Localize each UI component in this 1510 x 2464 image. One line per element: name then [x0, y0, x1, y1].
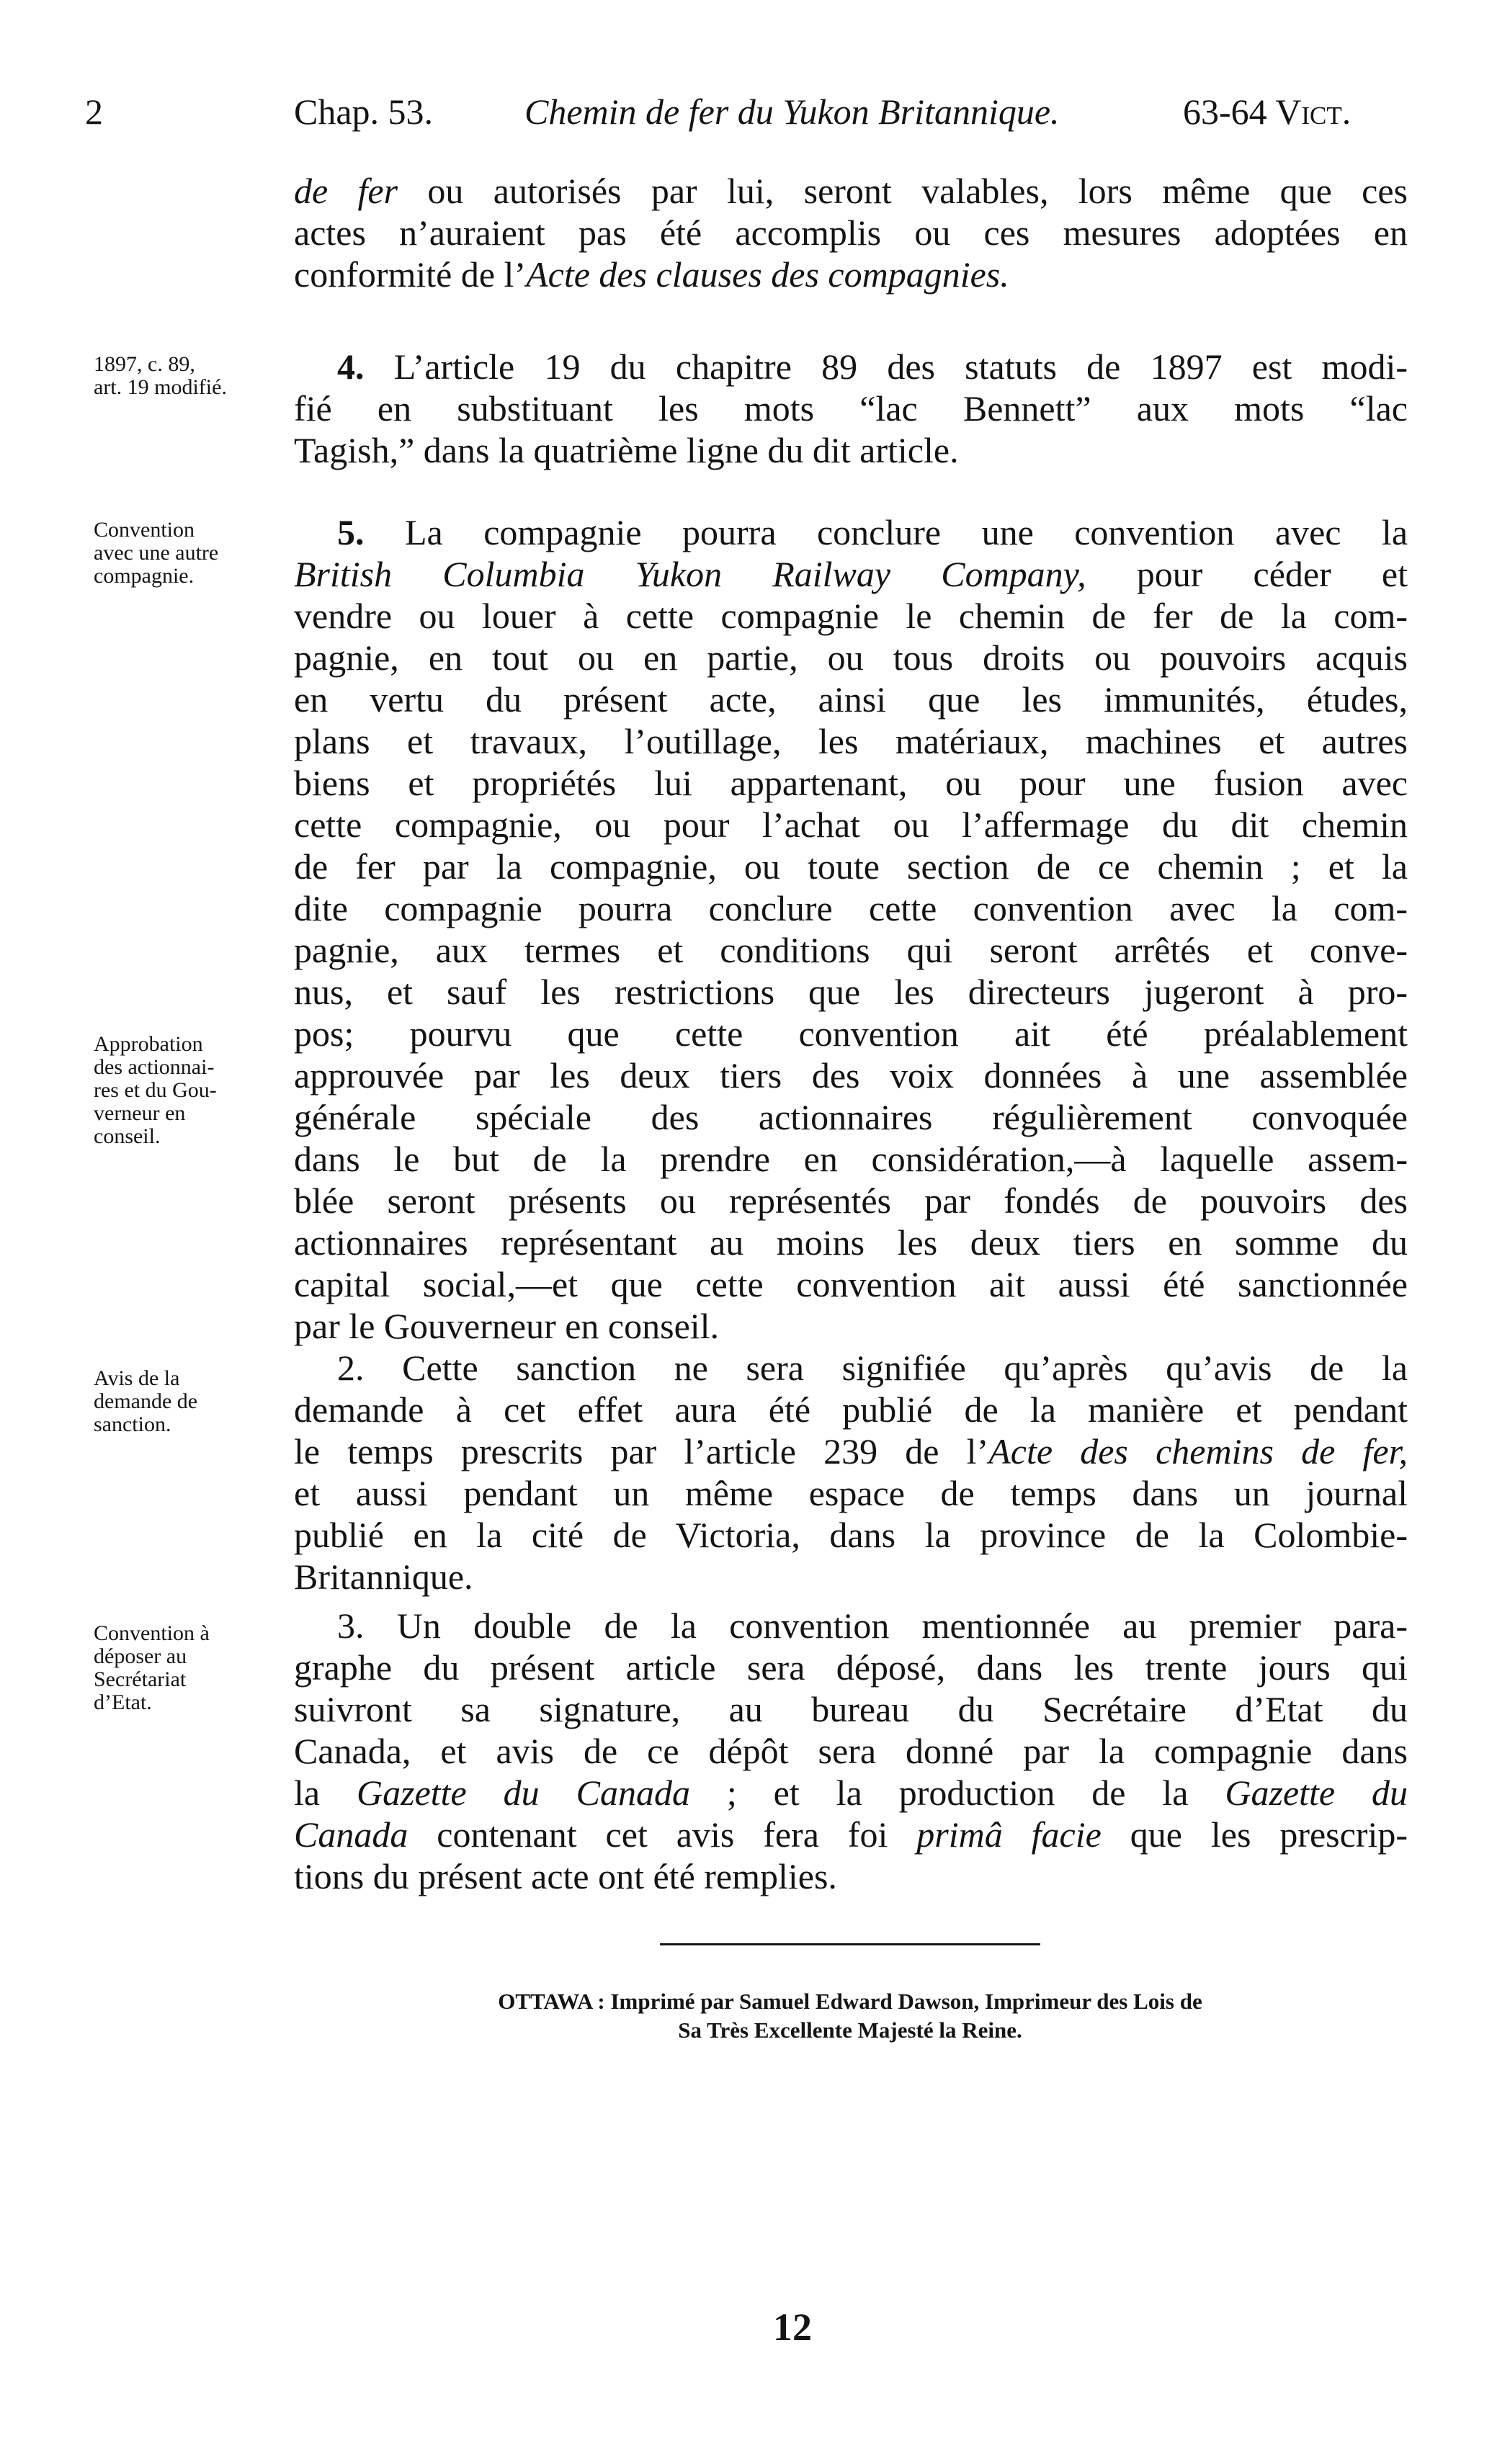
text-line: actionnaires représentant au moins les deux tiers en somme du	[294, 1222, 1408, 1263]
imprint-line-1: OTTAWA : Imprimé par Samuel Edward Dawson, Imprimeur des Lois de	[498, 1989, 1202, 2014]
text-line: Canada, et avis de ce dépôt sera donné par la compagnie dans	[294, 1731, 1408, 1771]
text-line: Britannique.	[294, 1556, 473, 1597]
section-number: 4.	[337, 346, 365, 387]
header-year: 63-64 Vict.	[1183, 91, 1352, 132]
section-4	[294, 346, 1408, 471]
text-line: pagnie, en tout ou en partie, ou tous droits ou pouvoirs acquis	[294, 637, 1408, 678]
text-line: 3. Un double de la convention mentionnée au premier para-	[337, 1605, 1408, 1646]
header-page-number: 2	[85, 91, 103, 132]
text-line: dite compagnie pourra conclure cette convention avec la com-	[294, 888, 1408, 928]
text-line: de fer par la compagnie, ou toute section de ce chemin ; et la	[294, 846, 1408, 887]
text-line: capital social,—et que cette convention ait aussi été sanctionnée	[294, 1264, 1408, 1304]
text-line: et aussi pendant un même espace de temps dans un journal	[294, 1473, 1408, 1513]
text-line: biens et propriétés lui appartenant, ou pour une fusion avec	[294, 763, 1408, 803]
text-line: cette compagnie, ou pour l’achat ou l’affermage du dit chemin	[294, 805, 1408, 845]
text-line: 2. Cette sanction ne sera signifiée qu’après qu’avis de la	[337, 1348, 1408, 1388]
text-line: tions du présent acte ont été remplies.	[294, 1856, 837, 1896]
text-line: approuvée par les deux tiers des voix données à une assemblée	[294, 1055, 1408, 1096]
text-line: par le Gouverneur en conseil.	[294, 1306, 720, 1346]
margin-note-depot: Convention à déposer au Secrétariat d’Etat.	[94, 1621, 210, 1714]
text-line: actes n’auraient pas été accomplis ou ces mesures adoptées en	[294, 212, 1408, 253]
text-line: dans le but de la prendre en considération,—à laquelle assem-	[294, 1139, 1408, 1179]
text-line: 5. La compagnie pourra conclure une convention avec la	[337, 512, 1408, 552]
text-line: conformité de l’Acte des clauses des compagnies.	[294, 254, 1009, 295]
margin-note-section-4: 1897, c. 89, art. 19 modifié.	[94, 352, 227, 399]
margin-note-avis: Avis de la demande de sanction.	[94, 1366, 198, 1436]
imprint-line-2: Sa Très Excellente Majesté la Reine.	[678, 2017, 1022, 2043]
text-line: demande à cet effet aura été publié de la manière et pendant	[294, 1389, 1408, 1430]
text-line: graphe du présent article sera déposé, dans les trente jours qui	[294, 1647, 1408, 1688]
text-line: 4. L’article 19 du chapitre 89 des statuts de 1897 est modi-	[337, 346, 1408, 387]
text-line: plans et travaux, l’outillage, les matériaux, machines et autres	[294, 721, 1408, 761]
footer-page-number: 12	[773, 2306, 812, 2349]
text-line: nus, et sauf les restrictions que les directeurs jugeront à pro-	[294, 972, 1408, 1012]
section-number: 5.	[337, 512, 365, 552]
text-line: British Columbia Yukon Railway Company, pour céder et	[294, 554, 1408, 594]
text-line: en vertu du présent acte, ainsi que les immunités, études,	[294, 679, 1408, 720]
section-5	[294, 511, 1408, 1347]
text-line: le temps prescrits par l’article 239 de l’Acte des chemins de fer,	[294, 1431, 1408, 1471]
text-line: Canada contenant cet avis fera foi primâ facie que les prescrip-	[294, 1814, 1408, 1855]
header-chapter: Chap. 53.	[294, 91, 434, 132]
text-line: pagnie, aux termes et conditions qui seront arrêtés et conve-	[294, 930, 1408, 970]
header-title: Chemin de fer du Yukon Britannique.	[524, 91, 1060, 132]
text-line: Tagish,” dans la quatrième ligne du dit article.	[294, 430, 959, 470]
margin-note-approbation: Approbation des actionnai- res et du Gou- verneur en conseil.	[94, 1032, 217, 1148]
text-line: vendre ou louer à cette compagnie le chemin de fer de la com-	[294, 596, 1408, 636]
text-line: publié en la cité de Victoria, dans la province de la Colombie-	[294, 1515, 1408, 1555]
footer-divider	[660, 1943, 1040, 1945]
text-line: fié en substituant les mots “lac Bennett” aux mots “lac	[294, 388, 1408, 429]
text-line: suivront sa signature, au bureau du Secrétaire d’Etat du	[294, 1689, 1408, 1729]
text-line: générale spéciale des actionnaires régulièrement convoquée	[294, 1097, 1408, 1137]
subsection-2	[294, 1347, 1408, 1598]
text-line: de fer ou autorisés par lui, seront valables, lors même que ces	[294, 171, 1408, 211]
subsection-3	[294, 1605, 1408, 1897]
margin-note-section-5: Convention avec une autre compagnie.	[94, 518, 219, 588]
text-line: pos; pourvu que cette convention ait été préalablement	[294, 1013, 1408, 1054]
text-line: la Gazette du Canada ; et la production de la Gazette du	[294, 1773, 1408, 1813]
text-line: blée seront présents ou représentés par fondés de pouvoirs des	[294, 1181, 1408, 1221]
continuation-paragraph	[294, 170, 1408, 295]
